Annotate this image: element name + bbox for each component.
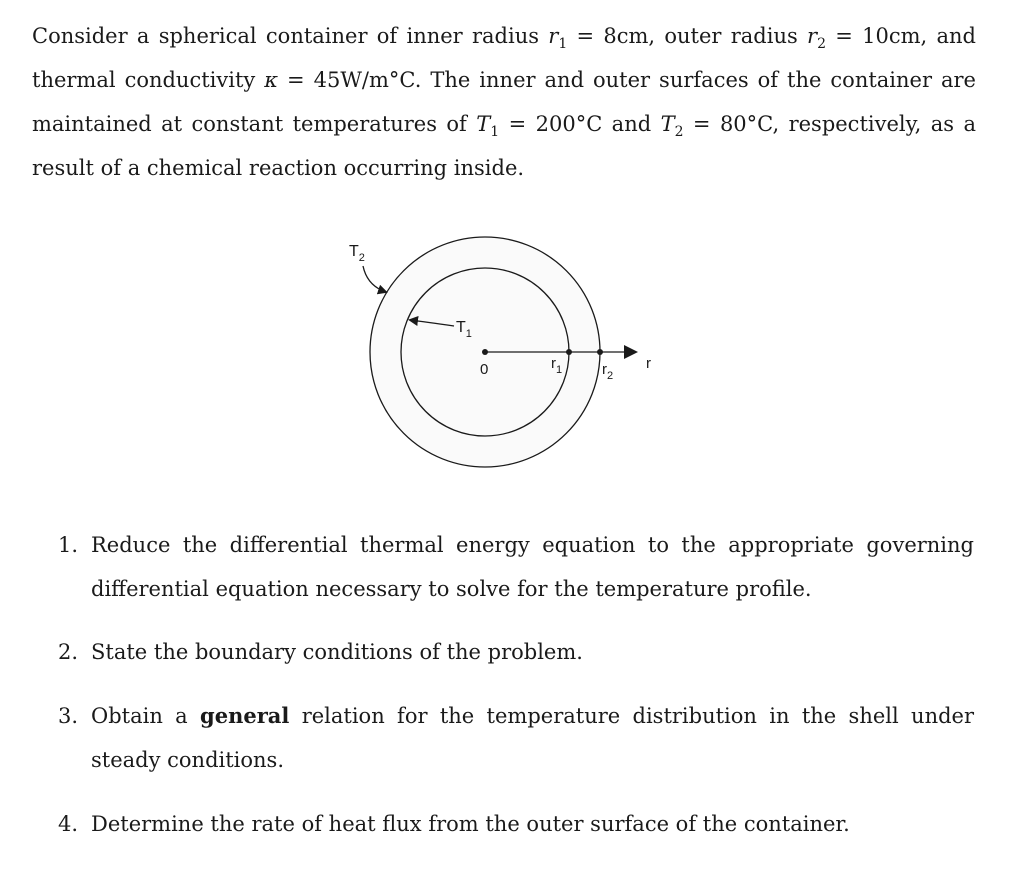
t2-subscript: 2 <box>674 124 684 141</box>
question-item <box>58 523 974 611</box>
sphere-diagram <box>330 228 670 478</box>
r2-value: = 10cm, and thermal conductivity <box>32 24 976 92</box>
r1-point <box>566 349 572 355</box>
t1-label: $T_1$ <box>456 319 472 340</box>
question-number: 3. <box>58 704 79 728</box>
question-item <box>58 630 974 674</box>
r2-label: $r_2$ <box>602 361 614 382</box>
r1-value: = 8cm, outer radius <box>567 24 808 48</box>
r2-subscript: 2 <box>817 36 826 53</box>
question-text: Reduce the differential thermal energy equation to the appropriate governing differential equation necessary to solve for the temperature profile. <box>91 533 974 601</box>
question-text: State the boundary conditions of the problem. <box>91 640 583 664</box>
question-number: 2. <box>58 640 79 664</box>
question-text-post: relation for the temperature distribution in the shell under steady conditions. <box>91 704 975 772</box>
t2-value: = 80°C, respectively, as a result of a chemical reaction occurring inside. <box>32 112 977 180</box>
r1-label: $r_1$ <box>551 355 563 376</box>
radial-axis-arrow-icon <box>624 345 638 359</box>
r1-subscript: 1 <box>558 36 568 53</box>
t1-subscript: 1 <box>490 124 500 141</box>
kappa-value: = 45W/m°C. The inner and outer surfaces of the container are maintained at constant temperatures of <box>32 68 976 136</box>
t1-value: = 200°C and <box>499 112 661 136</box>
t2-label: $T_2$ <box>349 243 365 264</box>
question-number: 4. <box>58 812 79 836</box>
question-text <box>91 694 974 782</box>
question-item <box>58 802 974 846</box>
question-text-bold: general <box>200 703 290 728</box>
kappa-symbol: κ <box>264 68 279 92</box>
sphere-diagram-svg <box>330 228 670 478</box>
t2-pointer-arrow <box>363 266 386 292</box>
r-axis-label: r <box>646 355 651 372</box>
origin-label: 0 <box>480 361 489 378</box>
r2-point <box>597 349 603 355</box>
r2-symbol: r <box>807 24 818 48</box>
t2-symbol: T <box>660 112 675 136</box>
r1-symbol: r <box>548 24 559 48</box>
question-item <box>58 694 974 782</box>
problem-statement <box>32 14 976 190</box>
question-number: 1. <box>58 533 79 557</box>
intro-text-1: Consider a spherical container of inner radius <box>32 24 549 48</box>
question-text-pre: Obtain a <box>91 704 201 728</box>
question-text: Determine the rate of heat flux from the outer surface of the container. <box>91 812 850 836</box>
origin-point <box>482 349 488 355</box>
t1-symbol: T <box>476 112 491 136</box>
